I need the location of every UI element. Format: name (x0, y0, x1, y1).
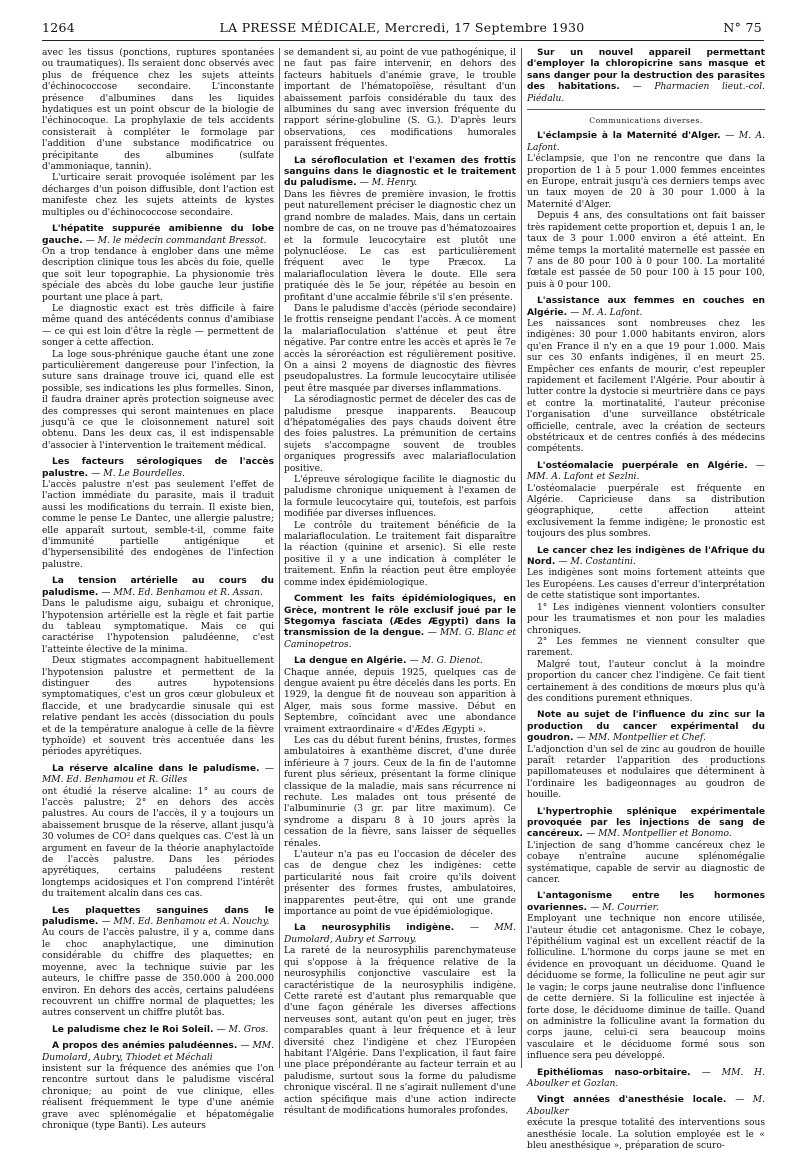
article-author: — M. Henry. (359, 178, 418, 189)
paragraph: Dans le paludisme aigu, subaigu et chronique, l'hypotension artérielle est la règle et fait partie du tableau symptomatique. Mais ce qui caractérise l'hypotension paludéenne, c'est l'atteinte élective de la minima. (42, 599, 274, 655)
article-heading (284, 923, 516, 946)
paragraph: Le diagnostic exact est très difficile à faire même quand des antécédents connus d'amibiase — ce qui est loin d'être la règle — permettent de songer à cette affection. (42, 303, 274, 349)
article-author: — M. Le Bourdelles. (91, 468, 185, 479)
article-heading (284, 656, 516, 667)
article-title: Le paludisme chez le Roi Soleil. (52, 1024, 214, 1035)
section-subheading: Communications diverses. (589, 116, 703, 126)
paragraph: L'urticaire serait provoquée isolément par les décharges d'un poison diffusible, dont l'action est manifeste chez les sujets atteints de kystes multiples ou d'échinococcose secondaire. (42, 173, 274, 218)
article-title: La sérofloculation et l'examen des frottis sanguins dans le diagnostic et le traitement du paludisme. (284, 155, 516, 189)
article-author: — MM. Montpellier et Bonomo. (586, 829, 732, 840)
paragraph: Employant une technique non encore utilisée, l'auteur étudie cet antagonisme. Chez le cobaye, l'épithélium vaginal est un excellent réactif de la folliculine. L'hormone du corps jaune se met en évidence en provoquant un déciduome. Quand le déciduome se forme, la folliculine ne peut agir sur le vagin; le corps jaune neutralise donc l'influence de cette dernière. Si la folliculine est injectée à forte dose, le déciduome diminue de taille. Quand on administre la folliculine avant la formation du corps jaune, celui-ci sera beaucoup moins vasculaire et le déciduome formé sous son influence sera peu développé. (527, 914, 765, 1062)
article-title: La tension artérielle au cours du paludisme. (42, 576, 274, 598)
page-number: 1264 (42, 20, 76, 35)
article-heading (527, 807, 765, 841)
article-heading (42, 457, 274, 480)
paragraph: On a trop tendance à englober dans une même description clinique tous les abcès du foie, quelle que soit leur topographie. La physionomie très spéciale des abcès du lobe gauche leur justifie pourtant une place à part. (42, 246, 274, 303)
article-title: L'assistance aux femmes en couches en Algérie. (527, 296, 765, 318)
paragraph: Les indigènes sont moins fortement atteints que les Européens. Les causes d'erreur d'interprétation de cette statistique sont importantes. (527, 568, 765, 602)
article-author: — MM. Montpellier et Chef. (576, 733, 706, 744)
article-author: — MM. Ed. Benhamou et A. Nouchy. (101, 917, 270, 928)
paragraph: La rareté de la neurosyphilis parenchymateuse qui s'oppose à la fréquence relative de la neurosyphilis conjonctive vasculaire est la caractéristique de la neurosyphilis indigène. Cette rareté est d'autant plus remarquable que d'une façon générale les diverses affections nerveuses sont, autant qu'on peut en juger, très comparables quant à leur fréquence et à leur diversité chez l'indigène et chez l'Européen habitant l'Algérie. Dans l'explication, il faut faire une place prépondérante au facteur terrain et au paludisme, surtout sous la forme du paludisme chronique viscéral. Il ne s'agirait nullement d'une action spécifique mais d'une action indirecte résultant de modifications humorales profondes. (284, 946, 516, 1116)
journal-title: LA PRESSE MÉDICALE, Mercredi, 17 Septembre 1930 (219, 20, 585, 35)
article-heading (527, 48, 765, 105)
paragraph: Malgré tout, l'auteur conclut à la moindre proportion du cancer chez l'indigène. Ce fait tient certainement à des conditions de mœurs plus qu'à des conditions purement ethniques. (527, 659, 765, 704)
article-title: Sur un nouvel appareil permettant d'employer la chloropicrine sans masque et sans danger pour la destruction des parasites des habitations. (527, 48, 765, 93)
header-rule (42, 40, 764, 41)
paragraph: exécute la presque totalité des interventions sous anesthésie locale. La solution employée est le « bleu anesthésique », préparation de scuro- (527, 1118, 765, 1151)
article-heading (527, 1068, 765, 1091)
paragraph: Le contrôle du traitement bénéficie de la malariafloculation. Le traitement fait disparaître la réaction (quinine et arsenic). Si elle reste positive il y a une indication à compléter le traitement. Enfin la réaction peut être employée comme index épidémiologique. (284, 520, 516, 588)
column-divider (279, 48, 280, 1068)
paragraph: se demandent si, au point de vue pathogénique, il ne faut pas faire intervenir, en dehors des facteurs habituels d'anémie grave, le trouble important de l'hématopoïèse, résultant d'un abaissement parfois considérable du taux des albumines du sang avec inversion fréquente du rapport sérine-globuline (S. G.). D'après leurs observations, ces modifications humorales paraissent fréquentes. (284, 48, 516, 150)
article-title: Note au sujet de l'influence du zinc sur la production du cancer expérimental du goudron. (527, 710, 765, 744)
paragraph: L'éclampsie, que l'on ne rencontre que dans la proportion de 1 à 5 pour 1.000 femmes enceintes en Europe, entrait jusqu'à ces derniers temps avec un taux moyen de 20 à 30 pour 1.000 à la Maternité d'Alger. (527, 154, 765, 210)
article-heading (42, 764, 274, 787)
paragraph: Dans le paludisme d'accès (période secondaire) le frottis renseigne pendant l'accès. À ce moment la malariafloculation s'atténue et peut être négative. Par contre entre les accès et après le 7e accès la séroréaction est régulièrement positive. On a ainsi 2 moyens de diagnostic des fièvres pseudopalustres. La formule leucocytaire utilisée peut être masquée par diverses inflammations. (284, 303, 516, 394)
article-heading (527, 546, 765, 569)
article-title: L'éclampsie à la Maternité d'Alger. (537, 131, 721, 142)
article-author: — MM. Dumolard, Aubry et Sarrouy. (284, 923, 516, 945)
paragraph: L'épreuve sérologique facilite le diagnostic du paludisme chronique uniquement à l'examen de la formule leucocytaire qui, toutefois, est parfois modifiée par diverses influences. (284, 475, 516, 520)
paragraph: Depuis 4 ans, des consultations ont fait baisser très rapidement cette proportion et, depuis 1 an, le taux de 3 pour 1.000 environ a été atteint. En même temps la mortalité maternelle est passée en 7 ans de 80 pour 100 à 0 pour 100. La mortalité fœtale est passée de 50 pour 100 à 15 pour 100, puis à 0 pour 100. (527, 211, 765, 290)
article-author: — M. Gros. (216, 1024, 269, 1035)
paragraph: Les naissances sont nombreuses chez les indigènes: 30 pour 1.000 habitants environ, alors qu'en France il n'y en a que 19 pour 1.000. Mais sur ces 30 enfants indigènes, il en meurt 25. Empêcher ces enfants de mourir, c'est repeupler rapidement et facilement l'Algérie. Pour aboutir à lutter contre la dystocie si meurtrière dans ce pays et contre la mortinatalité, l'auteur préconise l'organisation d'une surveillance obstétricale officielle, centrale, avec la création de secteurs obstétricaux et de centres confiés à des médecins compétents. (527, 318, 765, 455)
paragraph: La loge sous-phrénique gauche étant une zone particulièrement dangereuse pour l'infection, la suture sans drainage trouve ici, quand elle est possible, ses indications les plus formelles. Sinon, il faudra drainer après protection soigneuse avec des compresses qui seront maintenues en place jusqu'à ce que le cloisonnement naturel soit obtenu. Dans les deux cas, il est indispensable d'associer à l'intervention le traitement médical. (42, 349, 274, 451)
article-author: — M. Aboulker (527, 1095, 766, 1117)
paragraph: L'injection de sang d'homme cancéreux chez le cobaye n'entraîne aucune splénomégalie systématique, capable de servir au diagnostic de cancer. (527, 840, 765, 886)
article-title: Le cancer chez les indigènes de l'Afrique du Nord. (527, 545, 765, 568)
article-heading (527, 891, 765, 914)
article-author: — Pharmacien lieut.-col. Piédalu. (527, 82, 766, 104)
article-author: — MM. Ed. Benhamou et R. Gilles (42, 763, 274, 786)
article-author: — MM. Dumolard, Aubry, Thiodet et Méchali (42, 1041, 275, 1063)
article-author: — M. le médecin commandant Bressot. (85, 235, 267, 246)
paragraph: Dans les fièvres de première invasion, le frottis peut naturellement préciser le diagnostic chez un grand nombre de malades. Mais, dans un certain nombre de cas, on ne trouve pas d'hématozoaires et la formule leucocytaire est plutôt une polynucléose. Le cas est particulièrement fréquent avec le type Præcox. La malariafloculation lèvera le doute. Elle sera pratiquée dès le 5e jour, répétée au besoin en profitant d'une accalmie fébrile s'il s'en présente. (284, 189, 516, 303)
article-title: L'hépatite suppurée amibienne du lobe gauche. (42, 224, 274, 246)
column-middle (284, 48, 516, 1116)
article-heading (527, 1095, 765, 1118)
paragraph: Au cours de l'accès palustre, il y a, comme dans le choc anaphylactique, une diminution considérable du chiffre des plaquettes; en moyenne, avec la technique suivie par les auteurs, le chiffre passe de 350.000 à 200.000 environ. En dehors des accès, certains paludéens recouvrent un chiffre normal de plaquettes; les autres conservent un chiffre plutôt bas. (42, 928, 274, 1019)
article-title: La dengue en Algérie. (294, 656, 407, 667)
article-author: — M. Courrier. (590, 902, 659, 913)
article-title: L'antagonisme entre les hormones ovariennes. (527, 891, 765, 913)
article-title: A propos des anémies paludéennes. (52, 1041, 238, 1052)
paragraph: L'auteur n'a pas eu l'occasion de déceler des cas de dengue chez les indigènes: cette particularité nous fait croire qu'ils doivent présenter des formes frustes, ambulatoires, inapparentes peut-être, qui ont une grande importance au point de vue épidémiologique. (284, 850, 516, 918)
column-right (527, 48, 766, 1151)
issue-number: N° 75 (723, 20, 762, 35)
article-title: Les plaquettes sanguines dans le paludisme. (42, 905, 274, 928)
column-divider (521, 48, 522, 1068)
paragraph: 2° Les femmes ne viennent consulter que rarement. (527, 636, 765, 659)
article-author: — M. G. Dienot. (409, 656, 483, 667)
article-heading (42, 1041, 274, 1064)
article-author: — MM. Ed. Benhamou et R. Assan. (101, 587, 263, 598)
article-heading (284, 594, 516, 651)
article-heading (527, 710, 765, 744)
paragraph: L'adjonction d'un sel de zinc au goudron de houille paraît retarder l'apparition des productions papillomateuses et nodulaires que déterminent à l'ordinaire les badigeonnages au goudron de houille. (527, 744, 765, 801)
article-title: L'ostéomalacie puerpérale en Algérie. (537, 460, 748, 471)
paragraph: 1° Les indigènes viennent volontiers consulter pour les traumatismes et non pour les maladies chroniques. (527, 602, 765, 636)
article-heading (284, 156, 516, 190)
article-heading (42, 1025, 274, 1036)
paragraph: insistent sur la fréquence des anémies que l'on rencontre surtout dans le paludisme viscéral chronique; au point de vue clinique, elles réalisent fréquemment le type d'une anémie grave avec splénomégalie et hépatomégalie chronique (type Banti). Les auteurs (42, 1063, 274, 1131)
article-heading (42, 224, 274, 247)
article-author: — M. Costantini. (558, 557, 636, 568)
paragraph: La sérodiagnostic permet de déceler des cas de paludisme presque inapparents. Beaucoup d'hépatomégalies des pays chauds doivent être des foies palustres. La prémunition de certains sujets s'accompagne souvent de troubles organiques progressifs avec malariafloculation positive. (284, 395, 516, 474)
running-header (42, 20, 762, 36)
article-author: — MM. H. Aboulker et Gozlan. (527, 1067, 765, 1089)
section-rule (527, 109, 765, 110)
paragraph: Deux stigmates accompagnent habituellement l'hypotension palustre et permettent de la distinguer des autres hypotensions symptomatiques, c'est un gros cœur globuleux et flaccide, et une bradycardie sinusale qui est relative pendant les accès (dissociation du pouls et de la température analogue à celle de la fièvre typhoïde) et souvent très accentuée dans les périodes apyrétiques. (42, 656, 274, 758)
paragraph: L'ostéomalacie puerpérale est fréquente en Algérie. Capricieuse dans sa distribution géographique, cette affection atteint exclusivement la femme indigène; le pronostic est toujours des plus sombres. (527, 483, 765, 540)
paragraph: Les cas du début furent bénins, frustes, formes ambulatoires à exanthème discret, d'une durée inférieure à 7 jours. Ceux de la fin de l'automne furent plus sérieux, présentant la forme clinique classique de la maladie, mais sans récurrence ni rechute. Les malades ont tous présenté de l'albuminurie (3 gr. par litre maximum). Ce syndrome a disparu 8 à 10 jours après la cessation de la fièvre, sans laisser de séquelles rénales. (284, 735, 516, 849)
article-author: — MM. A. Lafont et Sezlni. (527, 460, 765, 483)
column-left (42, 48, 275, 1131)
article-title: La neurosyphilis indigène. (294, 923, 455, 934)
paragraph: avec les tissus (ponctions, ruptures spontanées ou traumatiques). Ils seraient donc observés avec plus de fréquence chez les sujets atteints d'échinococcose secondaire. L'inconstante présence d'albumines dans les liquides hydatiques est un point obscur de la biologie de l'échinocoque. La prophylaxie de tels accidents consisterait à compléter le formolage par l'addition d'une substance modificatrice ou précipitante des albumines (sulfate d'ammoniaque, tannin). (42, 48, 274, 173)
paragraph: Chaque année, depuis 1925, quelques cas de dengue avaient pu être décelés dans les ports. En 1929, la dengue fit de nouveau son apparition à Alger, mais sous forme massive. Début en Septembre, coïncidant avec une abondance vraiment extraordinaire « d'Ædes Ægypti ». (284, 667, 516, 735)
paragraph: L'accès palustre n'est pas seulement l'effet de l'action immédiate du parasite, mais il traduit aussi les modifications du terrain. Il existe bien, comme le pense Le Dantec, une allergie palustre; elle apparaît surtout, semble-t-il, comme faite d'immunité partielle antigénique et d'hypersensibilité des endogènes de l'infection palustre. (42, 480, 274, 570)
article-heading (42, 576, 274, 599)
article-heading (527, 296, 765, 319)
article-author: — M. A. Lafont. (570, 307, 643, 318)
article-author: — M. A. Lafont. (527, 131, 766, 153)
paragraph: ont étudié la réserve alcaline: 1° au cours de l'accès palustre; 2° en dehors des accès palustres. Au cours de l'accès, il y a toujours un abaissement brusque de la réserve, allant jusqu'à 30 volumes de CO² dans quelques cas. C'est là un argument en faveur de la théorie anaphylactoïde de l'accès palustre. Dans les périodes apyrétiques, certains paludéens restent longtemps acidosiques et l'on comprend l'intérêt du traitement alcalin dans ces cas. (42, 786, 274, 900)
article-heading (42, 906, 274, 929)
article-heading (527, 461, 765, 484)
article-title: L'hypertrophie splénique expérimentale provoquée par les injections de sang de cancéreux. (527, 806, 765, 840)
article-title: Vingt années d'anesthésie locale. (537, 1095, 727, 1106)
article-author: — MM. G. Blanc et Caminopetros. (284, 628, 516, 650)
article-title: Comment les faits épidémiologiques, en Grèce, montrent le rôle exclusif joué par le Stegomya fasciata (Ædes Ægypti) dans la transmission de la dengue. (284, 594, 516, 639)
article-title: Epithéliomas naso-orbitaire. (537, 1067, 691, 1078)
article-heading (527, 131, 765, 154)
article-title: Les facteurs sérologiques de l'accès palustre. (42, 457, 274, 479)
article-title: La réserve alcaline dans le paludisme. (52, 763, 260, 774)
